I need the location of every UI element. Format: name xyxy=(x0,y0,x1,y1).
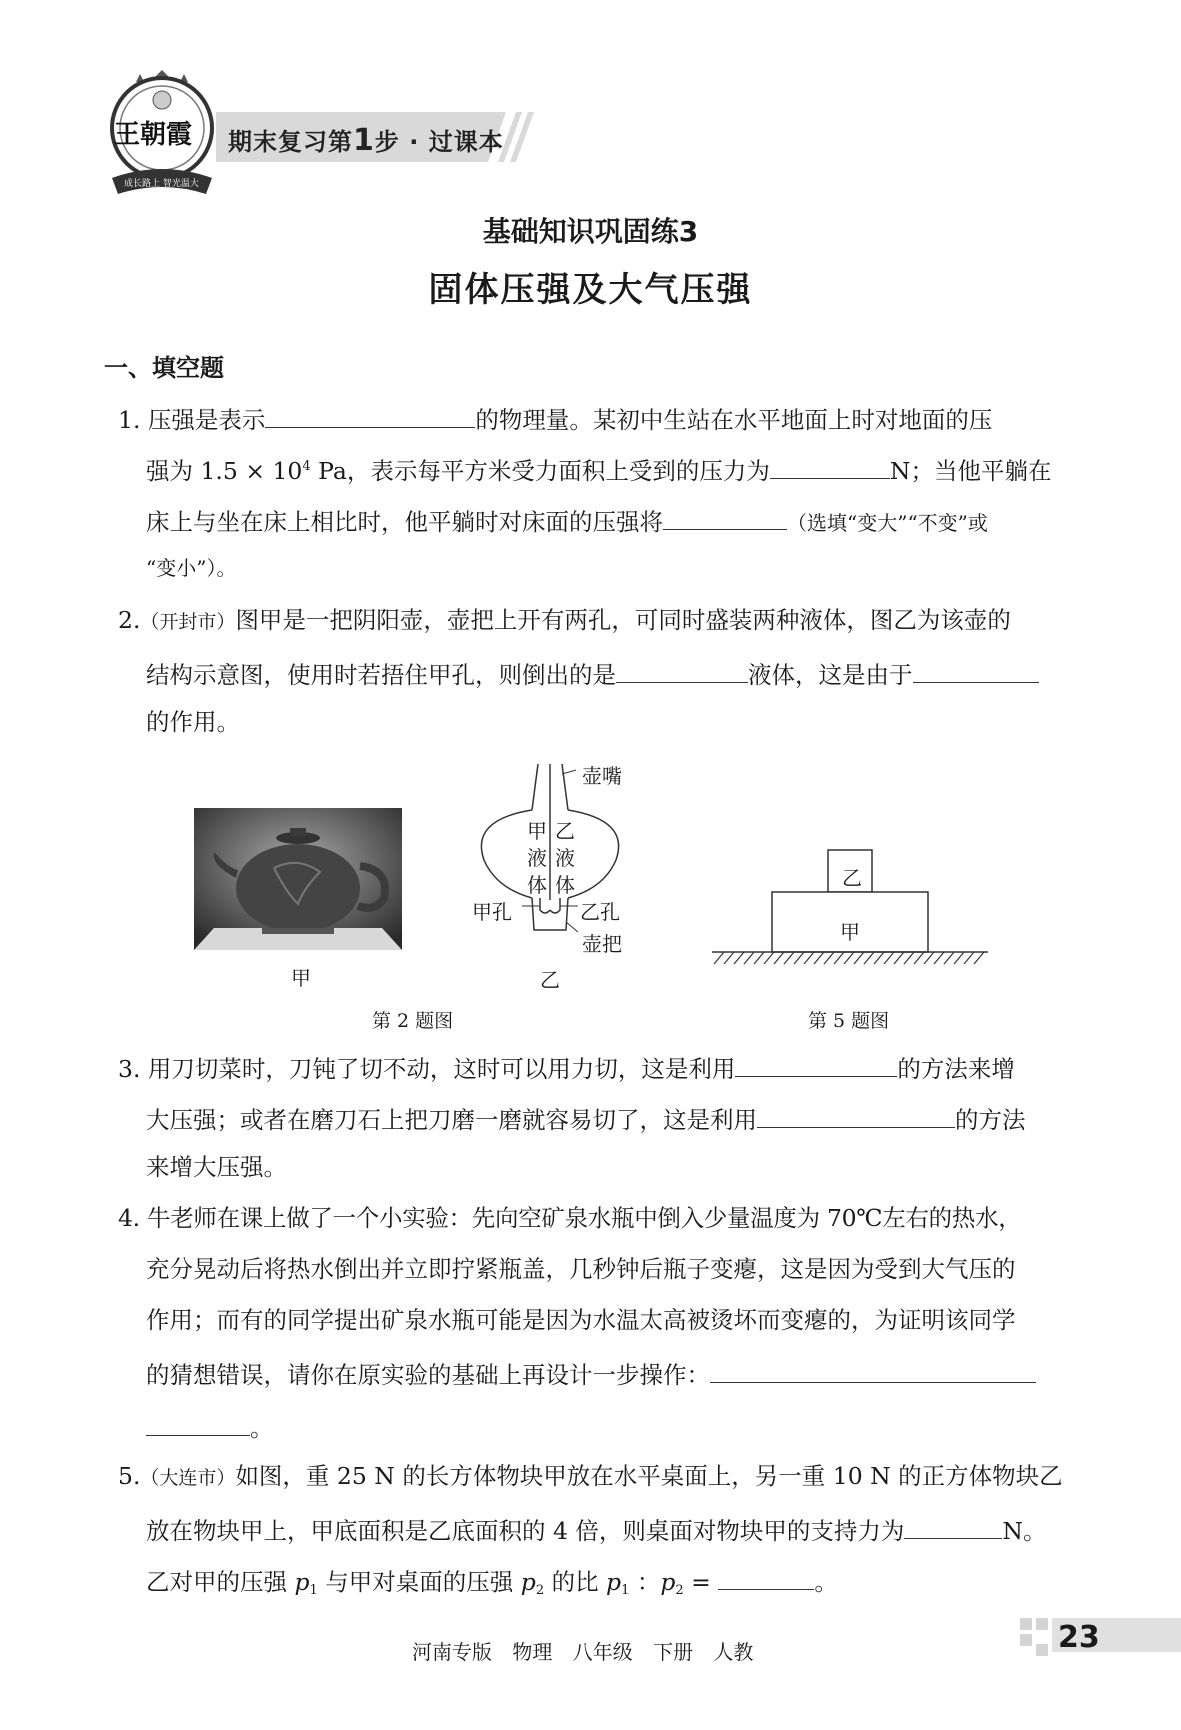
page-number: 23 xyxy=(1058,1620,1100,1655)
q1-line-3: 床上与坐在床上相比时，他平躺时对床面的压强将 （选填“变大”“不变”或 xyxy=(146,508,988,536)
yi-liquid-label: 乙 液 体 xyxy=(555,819,575,897)
page-title: 固体压强及大气压强 xyxy=(428,270,753,310)
q5-line-3: 乙对甲的压强 $p_1$ 与甲对桌面的压强 $p_2$ 的比 $p_1$ ：$p_2$ = 。 xyxy=(146,1568,838,1598)
q2-line-1: 2.（开封市）图甲是一把阴阳壶，壶把上开有两孔，可同时盛装两种液体，图乙为该壶的 xyxy=(118,606,1011,634)
fig2-jia-label: 甲 xyxy=(291,966,311,990)
q1-line-4: “变小”）。 xyxy=(146,556,237,580)
q4-line-2: 充分晃动后将热水倒出并立即拧紧瓶盖，几秒钟后瓶子变瘪，这是因为受到大气压的 xyxy=(146,1255,1016,1283)
footer-info: 河南专版 物理 八年级 下册 人教 xyxy=(412,1640,754,1664)
q1-line-2: 强为 $1.5 \times 10^4$ Pa，表示每平方米受力面积上受到的压力为 N；当他平躺在 xyxy=(146,457,1052,485)
brand-name: 王朝霞 xyxy=(114,120,193,150)
teapot-photo xyxy=(194,808,402,950)
q5-line-1: 5.（大连市）如图，重 25 N 的长方体物块甲放在水平桌面上，另一重 10 N 的正方体物块乙 xyxy=(118,1462,1063,1490)
jia-liquid-label: 甲 液 体 xyxy=(527,819,547,897)
q4-line-3: 作用；而有的同学提出矿泉水瓶可能是因为水温太高被烫坏而变瘪的，为证明该同学 xyxy=(146,1306,1016,1334)
q4-blank-2[interactable] xyxy=(146,1413,250,1436)
block-yi-label: 乙 xyxy=(842,866,862,890)
q3-line-1: 3. 用刀切菜时，刀钝了切不动，这时可以用力切，这是利用 的方法来增 xyxy=(118,1055,1015,1083)
handle-label: 壶把 xyxy=(582,932,622,956)
q1-line-1: 1. 压强是表示 的物理量。某初中生站在水平地面上时对地面的压 xyxy=(118,406,993,434)
brand-slogan: 成长路上 智光温大 xyxy=(124,179,199,189)
q3-line-2: 大压强；或者在磨刀石上把刀磨一磨就容易切了，这是利用 的方法 xyxy=(146,1106,1026,1134)
page-number-bar xyxy=(1020,1618,1181,1658)
yi-hole-label: 乙孔 xyxy=(580,900,620,924)
spout-label: 壶嘴 xyxy=(582,764,622,788)
q5-line-2: 放在物块甲上，甲底面积是乙底面积的 4 倍，则桌面对物块甲的支持力为 N。 xyxy=(146,1517,1047,1545)
q4-line-5: 。 xyxy=(146,1413,274,1441)
page-subtitle: 基础知识巩固练3 xyxy=(482,215,699,248)
q2-blank-2[interactable] xyxy=(913,660,1039,683)
q4-line-4: 的猜想错误，请你在原实验的基础上再设计一步操作： xyxy=(146,1360,1036,1388)
q1-blank-1[interactable] xyxy=(265,405,475,428)
q2-blank-1[interactable] xyxy=(616,660,748,683)
q4-blank-1[interactable] xyxy=(710,1360,1036,1383)
q3-line-3: 来增大压强。 xyxy=(146,1153,287,1181)
q1-blank-2[interactable] xyxy=(770,456,890,479)
section-title: 一、填空题 xyxy=(104,354,224,382)
q2-line-3: 的作用。 xyxy=(146,708,240,736)
header-banner-text: 期末复习第1步 · 过课本 xyxy=(228,123,504,158)
fig2-yi-label: 乙 xyxy=(540,968,560,992)
fig5-caption: 第 5 题图 xyxy=(808,1010,890,1032)
block-jia-label: 甲 xyxy=(840,920,860,944)
q5-blank-1[interactable] xyxy=(904,1516,1002,1539)
q3-blank-1[interactable] xyxy=(735,1054,897,1077)
fig2-caption: 第 2 题图 xyxy=(372,1010,454,1032)
q1-blank-3[interactable] xyxy=(663,507,787,530)
q5-blank-2[interactable] xyxy=(718,1567,814,1590)
q3-blank-2[interactable] xyxy=(757,1105,955,1128)
jia-hole-label: 甲孔 xyxy=(472,900,512,924)
q4-line-1: 4. 牛老师在课上做了一个小实验：先向空矿泉水瓶中倒入少量温度为 70℃左右的热水， xyxy=(118,1204,1022,1232)
q2-line-2: 结构示意图，使用时若捂住甲孔，则倒出的是 液体，这是由于 xyxy=(146,660,1039,688)
